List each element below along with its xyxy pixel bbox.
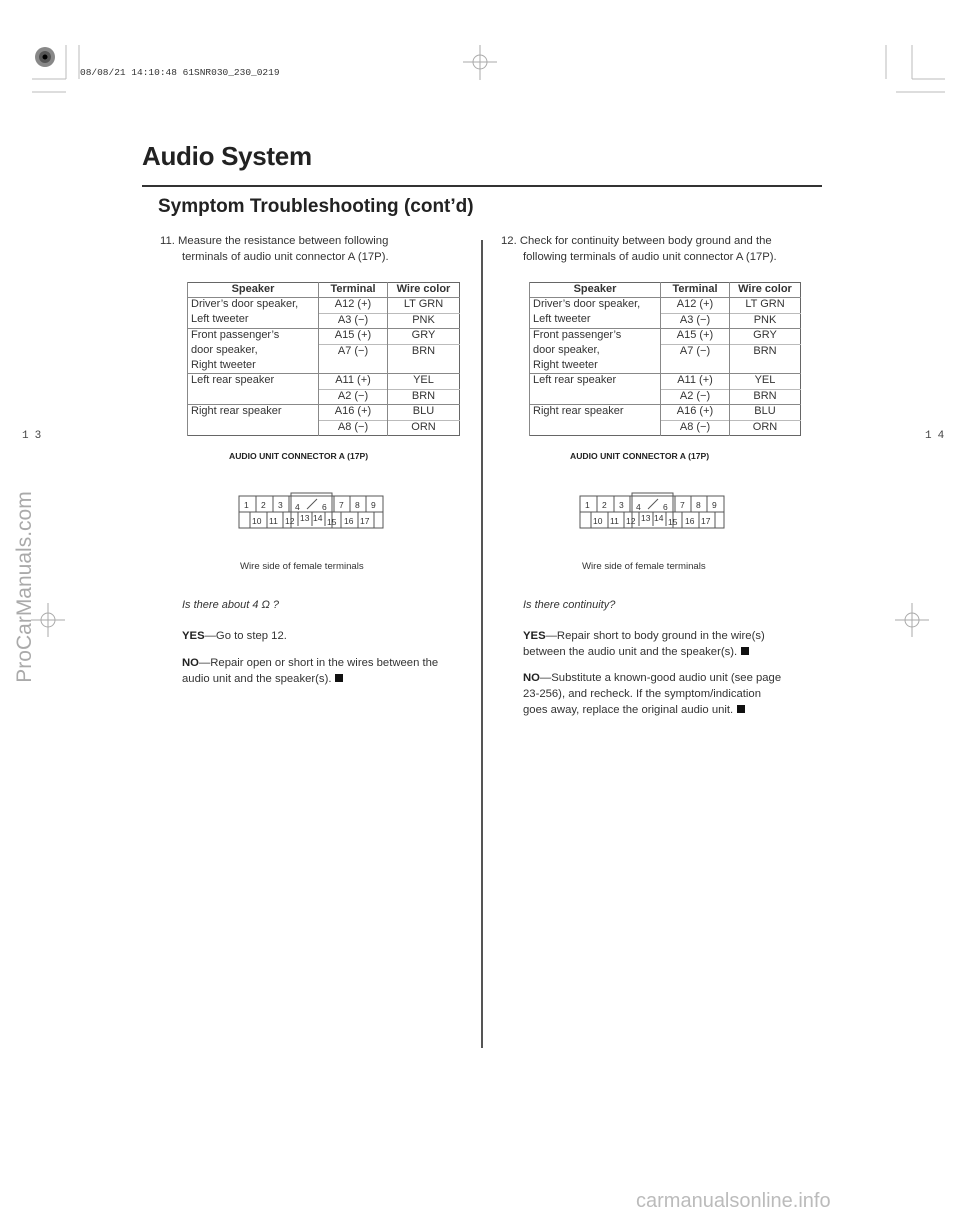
section-subtitle: Symptom Troubleshooting (cont’d) [158,196,474,217]
pin-label: 10 [593,516,603,526]
pin-label: 11 [610,516,619,526]
step-11-no: NO—Repair open or short in the wires between the audio unit and the speaker(s). [182,657,439,685]
step-11-instruction [160,233,389,265]
title-rule [142,185,822,187]
table-row: Left rear speaker A11 (+) YEL [530,374,801,389]
step-12-line: following terminals of audio unit connector A (17P). [523,251,777,263]
step-12-yes: YES—Repair short to body ground in the wire(s) between the audio unit and the speaker(s). [523,630,765,658]
table-row: A8 (−) ORN [530,420,801,435]
table-row: Right tweeter [530,359,801,374]
pin-label: 16 [344,516,354,526]
pin-label: 3 [278,500,283,510]
pin-label: 8 [696,500,701,510]
header-terminal: Terminal [661,283,730,298]
pin-label: 8 [355,500,360,510]
pin-label: 6 [322,502,327,512]
speaker-terminal-table-right [529,282,801,436]
pin-label: 7 [680,500,685,510]
table-row: Right rear speaker A16 (+) BLU [188,405,460,420]
pin-label: 9 [712,500,717,510]
pin-label: 1 [244,500,249,510]
table-row: Front passenger’s A15 (+) GRY [530,329,801,344]
table-row: A2 (−) BRN [530,389,801,404]
step-12-question: Is there continuity? [523,599,616,611]
step-12-instruction [501,233,777,265]
pin-label: 6 [663,502,668,512]
end-mark-icon [737,705,745,713]
table-row: Front passenger’s A15 (+) GRY [188,329,460,344]
connector-label: AUDIO UNIT CONNECTOR A (17P) [570,451,710,461]
table-row: door speaker, A7 (−) BRN [188,344,460,359]
step-11-question: Is there about 4 Ω ? [182,599,280,611]
pin-label: 3 [619,500,624,510]
step-11-line: terminals of audio unit connector A (17P). [182,251,389,263]
header-speaker: Speaker [530,283,661,298]
table-row: A8 (−) ORN [188,420,460,435]
pin-label: 4 [295,502,300,512]
step-11-line: 11. Measure the resistance between following [160,235,389,247]
table-row: A2 (−) BRN [188,389,460,404]
print-stamp: 08/08/21 14:10:48 61SNR030_230_0219 [80,67,280,78]
pin-label: 17 [701,516,711,526]
connector-caption: Wire side of female terminals [582,561,706,572]
page-number-left: 13 [22,430,48,442]
pin-label: 15 [327,517,337,527]
table-row: Right tweeter [188,359,460,374]
connector-label: AUDIO UNIT CONNECTOR A (17P) [229,451,369,461]
pin-label: 2 [261,500,266,510]
pin-label: 17 [360,516,370,526]
bottom-watermark: carmanualsonline.info [636,1190,831,1212]
table-row: Left tweeter A3 (−) PNK [530,313,801,328]
column-divider [481,240,483,1048]
side-watermark: ProCarManuals.com [13,491,36,683]
table-row: Left rear speaker A11 (+) YEL [188,374,460,389]
step-12-line: 12. Check for continuity between body ground and the [501,235,772,247]
end-mark-icon [741,647,749,655]
pin-label: 13 [300,513,310,523]
connector-diagram-right [576,488,731,533]
pin-label: 1 [585,500,590,510]
page-title: Audio System [142,141,312,171]
pin-label: 7 [339,500,344,510]
table-row: Driver’s door speaker, A12 (+) LT GRN [188,298,460,313]
page-number-right: 14 [925,430,951,442]
step-11-yes: YES—Go to step 12. [182,630,287,642]
pin-label: 4 [636,502,641,512]
connector-diagram-left [235,488,390,533]
table-row: door speaker, A7 (−) BRN [530,344,801,359]
end-mark-icon [335,674,343,682]
pin-label: 14 [654,513,664,523]
pin-label: 10 [252,516,262,526]
pin-label: 13 [641,513,651,523]
header-wire-color: Wire color [730,283,801,298]
pin-label: 2 [602,500,607,510]
pin-label: 9 [371,500,376,510]
pin-label: 12 [285,516,295,526]
table-row: Driver’s door speaker, A12 (+) LT GRN [530,298,801,313]
pin-label: 16 [685,516,695,526]
pin-label: 11 [269,516,278,526]
step-12-no: NO—Substitute a known-good audio unit (see page 23-256), and recheck. If the symptom/indication goes away, replace the original audio unit. [523,672,782,716]
connector-caption: Wire side of female terminals [240,561,364,572]
pin-label: 15 [668,517,678,527]
pin-label: 12 [626,516,636,526]
pin-label: 14 [313,513,323,523]
table-row: Right rear speaker A16 (+) BLU [530,405,801,420]
header-wire-color: Wire color [388,283,460,298]
speaker-terminal-table-left [187,282,460,436]
header-terminal: Terminal [319,283,388,298]
table-row: Left tweeter A3 (−) PNK [188,313,460,328]
header-speaker: Speaker [188,283,319,298]
